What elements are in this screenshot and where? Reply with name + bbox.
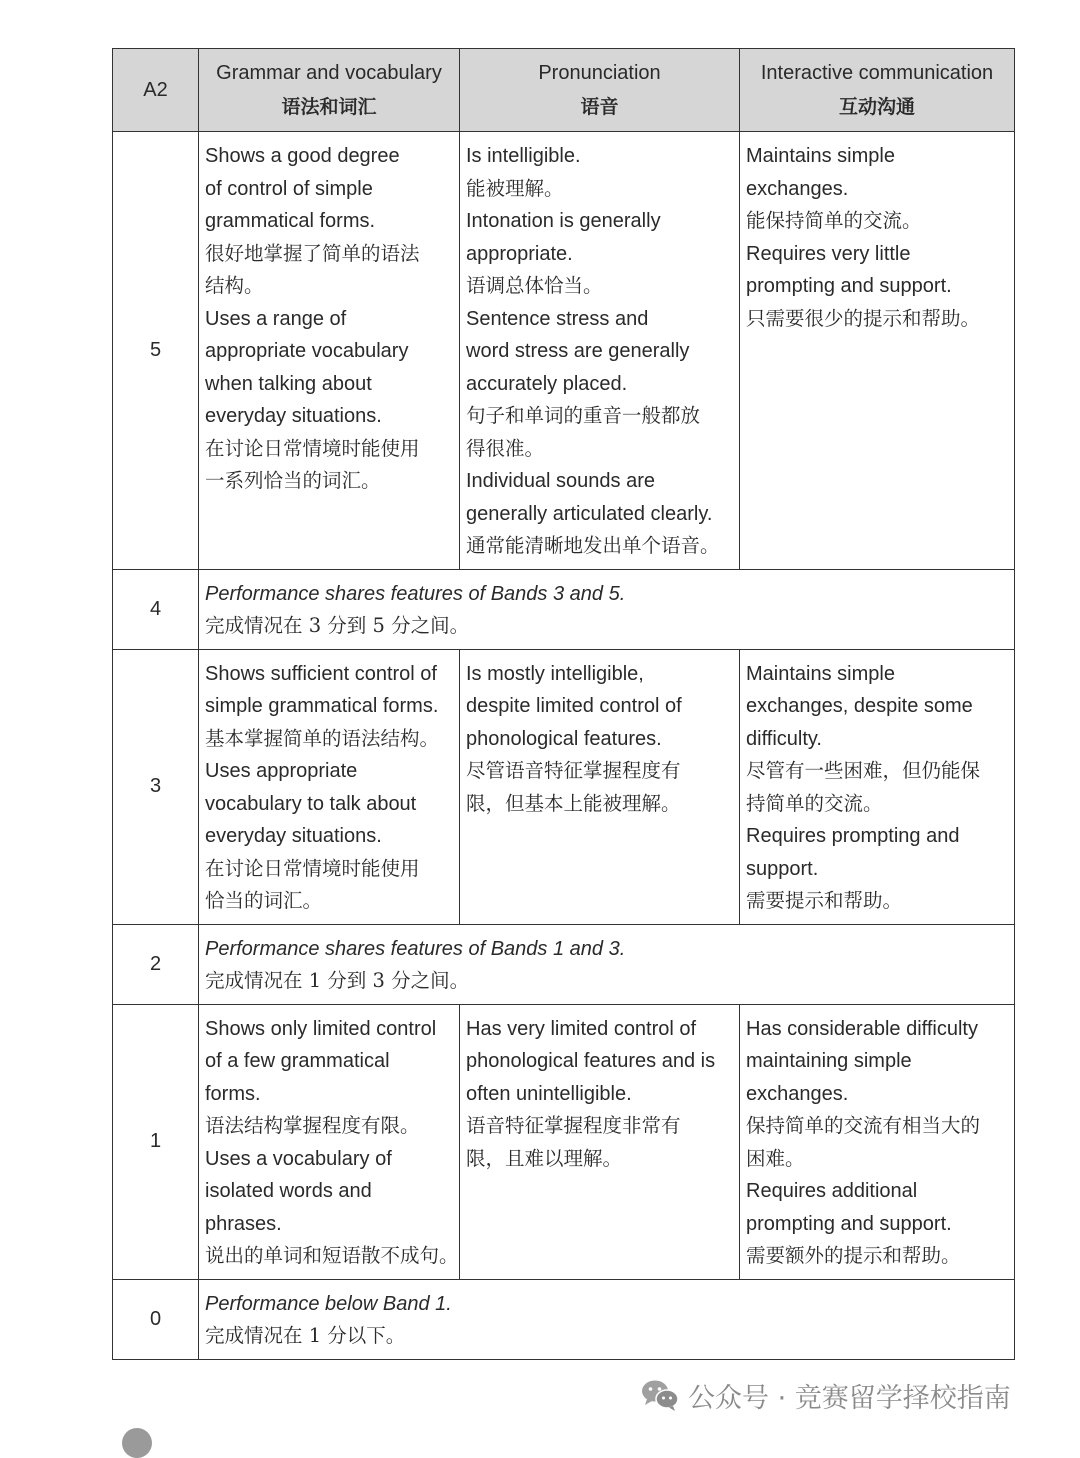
cell-line: prompting and support. (746, 1212, 952, 1235)
interactive-cell (740, 1004, 1015, 1279)
cell-line: 一系列恰当的词汇。 (205, 469, 381, 492)
pronunciation-cell (460, 649, 740, 924)
band-summary-zh: 完成情况在 3 分到 5 分之间。 (205, 614, 470, 637)
interactive-cell (740, 132, 1015, 570)
band-row-4 (113, 569, 1015, 649)
header-zh: 语音 (580, 96, 619, 118)
cell-line: 通常能清晰地发出单个语音。 (466, 534, 720, 557)
grammar-cell (199, 649, 460, 924)
header-zh: 语法和词汇 (281, 96, 377, 118)
cell-line: exchanges. (746, 1082, 849, 1105)
band-row-1 (113, 1004, 1015, 1279)
interactive-cell (740, 649, 1015, 924)
band-summary-cell (199, 569, 1015, 649)
cell-line: 能保持简单的交流。 (746, 209, 922, 232)
cell-line: generally articulated clearly. (466, 502, 713, 525)
header-en: Grammar and vocabulary (216, 62, 442, 84)
cell-line: Is intelligible. (466, 145, 581, 167)
header-en: Interactive communication (760, 62, 994, 84)
cell-line: prompting and support. (746, 275, 952, 297)
cell-line: Requires prompting and (746, 825, 960, 847)
cell-line: Uses a range of (205, 307, 347, 330)
cell-line: Has considerable difficulty (746, 1017, 978, 1040)
cell-line: 在讨论日常情境时能使用 (205, 856, 420, 880)
cell-line: 持简单的交流。 (746, 791, 883, 815)
band-number: 3 (113, 649, 199, 924)
cell-line: 需要额外的提示和帮助。 (746, 1244, 961, 1267)
cell-line: despite limited control of (466, 695, 682, 717)
cell-line: phrases. (205, 1212, 282, 1235)
cell-line: 句子和单词的重音一般都放 (466, 404, 701, 427)
grammar-vocabulary-header (199, 49, 460, 132)
cell-line: Has very limited control of (466, 1017, 697, 1040)
cell-line: 能被理解。 (466, 176, 564, 200)
band-summary-en: Performance shares features of Bands 1 and 3. (205, 937, 626, 960)
rubric-table (112, 48, 1015, 1360)
cell-line: Requires additional (746, 1180, 918, 1202)
cell-line: difficulty. (746, 727, 822, 750)
cell-line: vocabulary to talk about (205, 792, 417, 815)
cell-line: when talking about (205, 372, 372, 395)
band-summary-zh: 完成情况在 1 分到 3 分之间。 (205, 969, 470, 992)
cell-line: Shows sufficient control of (205, 662, 437, 685)
level-header: A2 (113, 49, 199, 132)
cell-line: 很好地掌握了简单的语法 (205, 241, 420, 265)
cell-line: Intonation is generally (466, 210, 661, 232)
cell-line: phonological features. (466, 727, 662, 750)
cell-line: appropriate vocabulary (205, 340, 409, 362)
interactive-communication-header (740, 49, 1015, 132)
cell-line: everyday situations. (205, 825, 382, 847)
band-number: 5 (113, 132, 199, 570)
cell-line: Sentence stress and (466, 307, 649, 330)
cell-line: isolated words and (205, 1180, 372, 1202)
cell-line: often unintelligible. (466, 1082, 632, 1105)
cell-line: everyday situations. (205, 405, 382, 427)
band-summary-en: Performance shares features of Bands 3 and 5. (205, 582, 626, 605)
cell-line: phonological features and is (466, 1050, 716, 1072)
cell-line: 语调总体恰当。 (466, 274, 603, 297)
cell-line: Uses appropriate (205, 760, 358, 782)
cell-line: 语法结构掌握程度有限。 (205, 1114, 420, 1137)
band-row-5 (113, 132, 1015, 570)
cell-line: 限，且难以理解。 (466, 1146, 623, 1170)
header-row (113, 49, 1015, 132)
cell-line: 恰当的词汇。 (205, 889, 323, 912)
cell-line: Shows only limited control (205, 1017, 437, 1040)
band-summary-cell (199, 924, 1015, 1004)
cell-line: Maintains simple (746, 145, 895, 167)
cell-line: 说出的单词和短语散不成句。 (205, 1244, 459, 1267)
wechat-icon (640, 1378, 680, 1412)
cell-line: 基本掌握简单的语法结构。 (205, 726, 440, 750)
page-corner-mark (122, 1428, 152, 1458)
cell-line: support. (746, 857, 819, 880)
band-row-2 (113, 924, 1015, 1004)
cell-line: 结构。 (205, 274, 264, 297)
band-row-3 (113, 649, 1015, 924)
cell-line: 语音特征掌握程度非常有 (466, 1114, 681, 1137)
band-number: 1 (113, 1004, 199, 1279)
cell-line: 困难。 (746, 1146, 805, 1170)
band-summary-zh: 完成情况在 1 分以下。 (205, 1324, 406, 1347)
cell-line: grammatical forms. (205, 210, 376, 232)
cell-line: Individual sounds are (466, 470, 656, 492)
cell-line: 尽管语音特征掌握程度有 (466, 759, 681, 782)
cell-line: of a few grammatical (205, 1050, 390, 1072)
cell-line: 在讨论日常情境时能使用 (205, 436, 420, 460)
pronunciation-cell (460, 1004, 740, 1279)
cell-line: simple grammatical forms. (205, 695, 439, 717)
cell-line: Requires very little (746, 242, 911, 265)
rubric-document (112, 48, 1014, 1360)
band-number: 2 (113, 924, 199, 1004)
grammar-cell (199, 132, 460, 570)
cell-line: 保持简单的交流有相当大的 (746, 1114, 981, 1137)
header-zh: 互动沟通 (838, 96, 915, 118)
cell-line: 只需要很少的提示和帮助。 (746, 306, 981, 330)
cell-line: exchanges, despite some (746, 695, 973, 717)
cell-line: Uses a vocabulary of (205, 1147, 392, 1170)
cell-line: Maintains simple (746, 662, 895, 685)
band-number: 4 (113, 569, 199, 649)
cell-line: of control of simple (205, 177, 373, 200)
cell-line: Shows a good degree (205, 145, 400, 167)
band-number: 0 (113, 1279, 199, 1359)
cell-line: maintaining simple (746, 1050, 912, 1072)
band-summary-cell (199, 1279, 1015, 1359)
wechat-watermark (640, 1372, 1011, 1418)
band-summary-en: Performance below Band 1. (205, 1292, 452, 1315)
cell-line: appropriate. (466, 242, 573, 265)
cell-line: 尽管有一些困难，但仍能保 (746, 759, 981, 782)
cell-line: 得很准。 (466, 436, 545, 460)
cell-line: 需要提示和帮助。 (746, 889, 903, 912)
pronunciation-header (460, 49, 740, 132)
pronunciation-cell (460, 132, 740, 570)
band-row-0 (113, 1279, 1015, 1359)
cell-line: Is mostly intelligible, (466, 662, 644, 685)
cell-line: forms. (205, 1082, 261, 1105)
watermark-text: 公众号 · 竞赛留学择校指南 (688, 1382, 1011, 1414)
header-en: Pronunciation (538, 62, 661, 84)
cell-line: exchanges. (746, 177, 849, 200)
grammar-cell (199, 1004, 460, 1279)
cell-line: 限，但基本上能被理解。 (466, 791, 681, 815)
cell-line: word stress are generally (466, 340, 690, 362)
cell-line: accurately placed. (466, 372, 628, 395)
